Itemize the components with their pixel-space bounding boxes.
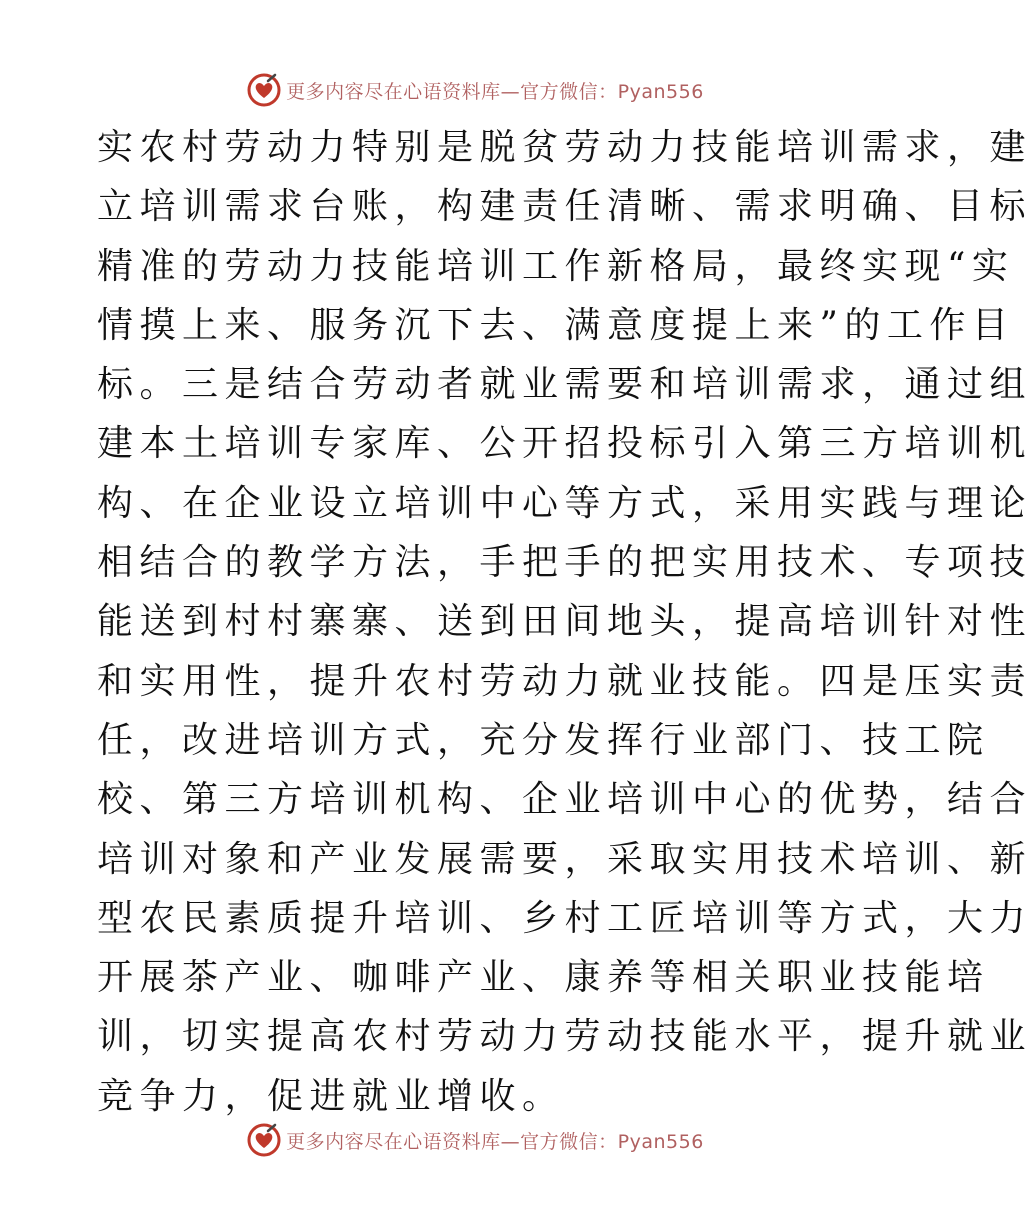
heart-pen-logo-icon: [246, 1122, 282, 1158]
paragraph-line: 精准的劳动力技能培训工作新格局，最终实现“实: [97, 245, 1015, 287]
footer-banner: [0, 1120, 950, 1160]
document-body: [97, 118, 1032, 1126]
paragraph-line: 能送到村村寨寨、送到田间地头，提高培训针对性: [97, 601, 1032, 643]
paragraph-line: 和实用性，提升农村劳动力就业技能。四是压实责: [97, 660, 1032, 702]
paragraph-line: 型农民素质提升培训、乡村工匠培训等方式，大力: [97, 897, 1032, 939]
paragraph-line: 任，改进培训方式，充分发挥行业部门、技工院: [97, 719, 990, 761]
paragraph-line: 训，切实提高农村劳动力劳动技能水平，提升就业: [97, 1016, 1032, 1058]
footer-banner-text: 更多内容尽在心语资料库—官方微信：Pyan556: [286, 1130, 704, 1153]
paragraph-line: 相结合的教学方法，手把手的把实用技术、专项技: [97, 542, 1032, 584]
heart-pen-logo-icon: [246, 72, 282, 108]
paragraph-line: 培训对象和产业发展需要，采取实用技术培训、新: [97, 838, 1032, 880]
paragraph-line: 实农村劳动力特别是脱贫劳动力技能培训需求，建: [97, 127, 1032, 168]
header-banner-text: 更多内容尽在心语资料库—官方微信：Pyan556: [286, 80, 704, 103]
paragraph-line: 立培训需求台账，构建责任清晰、需求明确、目标: [97, 186, 1032, 228]
header-banner: [0, 70, 950, 110]
paragraph-line: 标。三是结合劳动者就业需要和培训需求，通过组: [97, 364, 1032, 406]
paragraph-line: 校、第三方培训机构、企业培训中心的优势，结合: [97, 779, 1032, 821]
paragraph-line: 竞争力，促进就业增收。: [97, 1075, 565, 1117]
paragraph-line: 开展茶产业、咖啡产业、康养等相关职业技能培: [97, 957, 990, 999]
paragraph-line: 情摸上来、服务沉下去、满意度提上来”的工作目: [97, 304, 1015, 346]
paragraph-line: 构、在企业设立培训中心等方式，采用实践与理论: [97, 482, 1032, 524]
paragraph-line: 建本土培训专家库、公开招投标引入第三方培训机: [97, 423, 1032, 465]
